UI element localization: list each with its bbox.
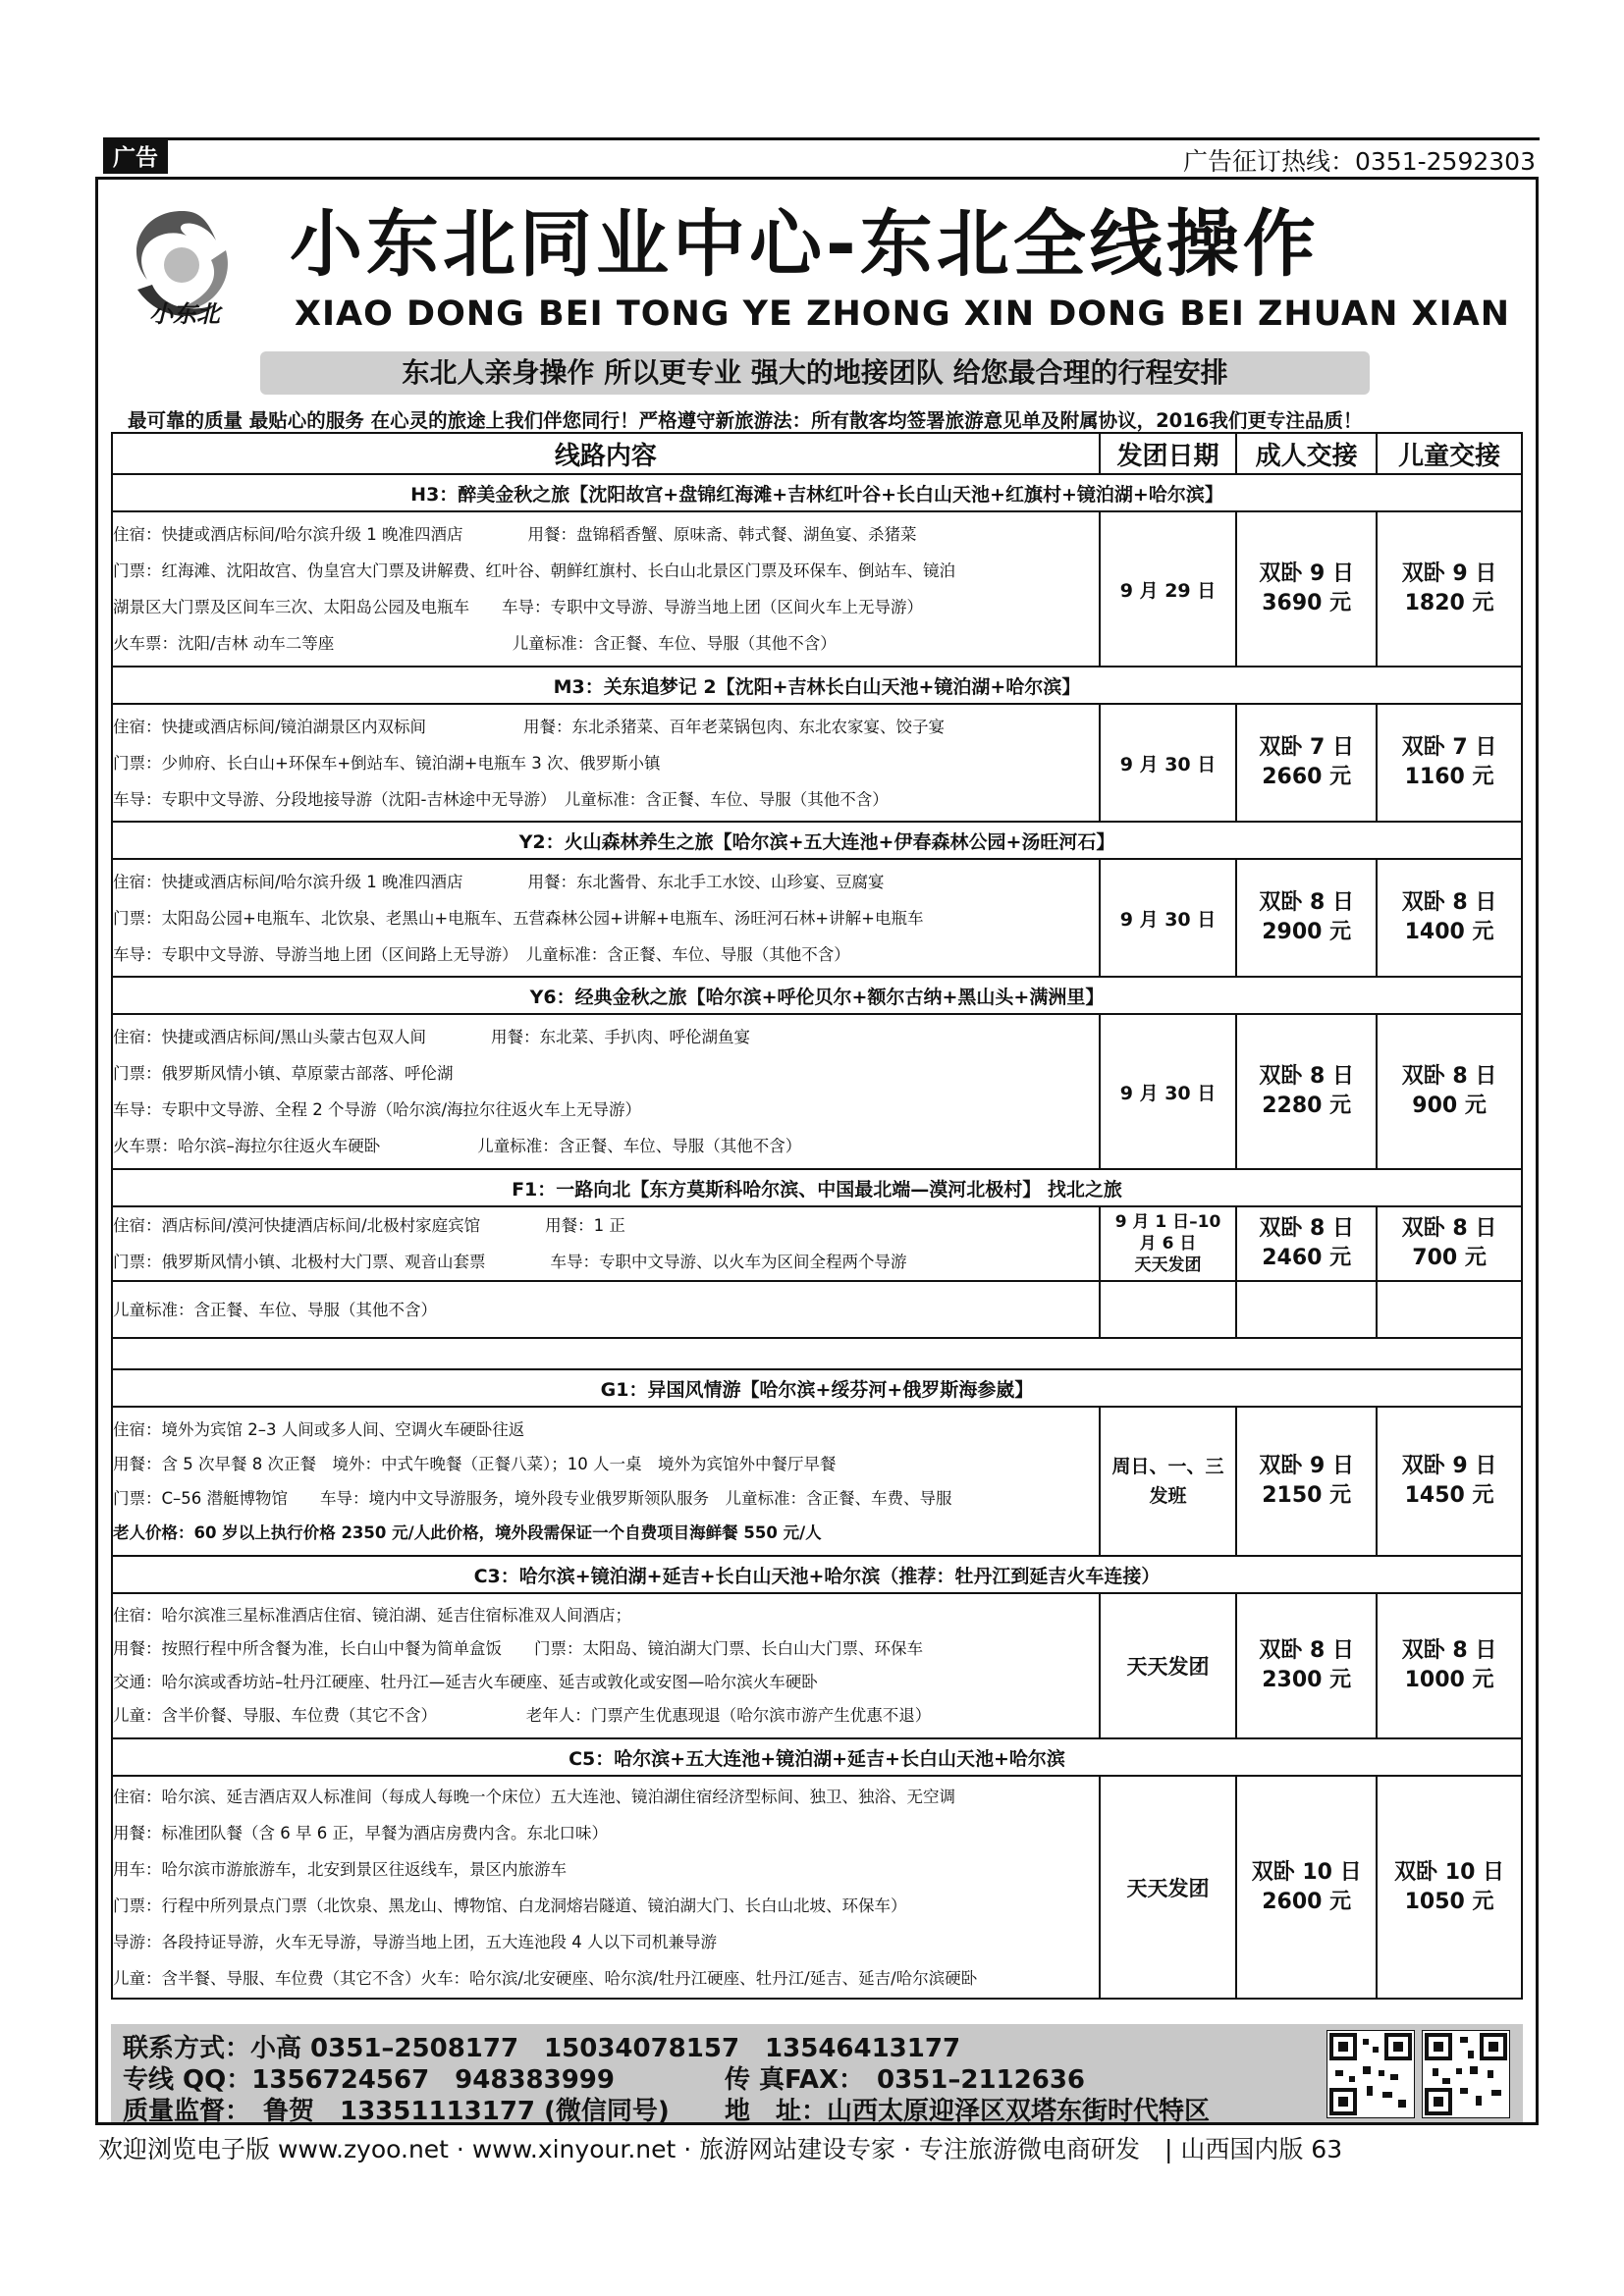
route-title-row — [112, 822, 1522, 859]
date-line: 发班 — [1149, 1485, 1187, 1507]
child-price — [1377, 1776, 1522, 1999]
empty-cell — [1236, 1281, 1377, 1338]
child-price — [1377, 1407, 1522, 1556]
route-detail — [112, 1593, 1100, 1738]
departure-date — [1100, 1407, 1236, 1556]
child-duration: 双卧 8 日 — [1401, 890, 1497, 915]
contact-footer — [111, 2024, 1523, 2126]
child-duration: 双卧 10 日 — [1394, 1859, 1505, 1885]
departure-date: 天天发团 — [1100, 1593, 1236, 1738]
col-route: 线路内容 — [112, 433, 1100, 474]
departure-date: 天天发团 — [1100, 1776, 1236, 1999]
detail-line: 导游：各段持证导游，火车无导游，导游当地上团，五大连池段 4 人以下司机兼导游 — [113, 1932, 717, 1951]
adult-duration: 双卧 9 日 — [1259, 1454, 1354, 1478]
route-extra — [112, 1281, 1100, 1338]
title-pinyin: XIAO DONG BEI TONG YE ZHONG XIN DONG BEI ZHUAN XIAN — [295, 294, 1510, 334]
child-duration: 双卧 9 日 — [1401, 561, 1497, 586]
detail-line: 车导：专职中文导游、导游当地上团（区间路上无导游） 儿童标准：含正餐、车位、导服（其他不含） — [113, 944, 850, 964]
detail-line: 门票：C–56 潜艇博物馆 车导：境内中文导游服务，境外段专业俄罗斯领队服务 儿童标准：含正餐、车费、导服 — [113, 1489, 952, 1508]
detail-line: 火车票：哈尔滨–海拉尔往返火车硬卧 儿童标准：含正餐、车位、导服（其他不含） — [113, 1137, 802, 1155]
date-line: 9 月 1 日–10 — [1114, 1212, 1221, 1232]
adult-duration: 双卧 8 日 — [1259, 1216, 1354, 1241]
detail-line: 住宿：境外为宾馆 2–3 人间或多人间、空调火车硬卧往返 — [113, 1420, 525, 1439]
route-detail — [112, 1014, 1100, 1169]
adult-price — [1236, 1407, 1377, 1556]
contact-line-3-right: 地 址：山西太原迎泽区双塔东街时代特区 — [725, 2097, 1211, 2126]
detail-line: 火车票：沈阳/吉林 动车二等座 儿童标准：含正餐、车位、导服（其他不含） — [113, 634, 837, 653]
adult-amount: 2150 元 — [1262, 1483, 1352, 1508]
contact-line-2-left: 专线 QQ：1356724567 948383999 — [123, 2065, 615, 2095]
detail-line: 住宿：快捷或酒店标间/哈尔滨升级 1 晚准四酒店 用餐：盘锦稻香蟹、原味斋、韩式餐、湖鱼宴、杀猪菜 — [113, 525, 917, 544]
detail-line: 湖景区大门票及区间车三次、太阳岛公园及电瓶车 车导：专职中文导游、导游当地上团（区间火车上无导游） — [113, 598, 923, 616]
child-amount: 1450 元 — [1404, 1483, 1494, 1508]
route-detail — [112, 704, 1100, 822]
route-title: G1：异国风情游【哈尔滨+绥芬河+俄罗斯海参崴】 — [112, 1369, 1522, 1407]
detail-line: 住宿：哈尔滨、延吉酒店双人标准间（每成人每晚一个床位）五大连池、镜泊湖住宿经济型标间、独卫、独浴、无空调 — [113, 1787, 955, 1806]
adult-duration: 双卧 8 日 — [1259, 1638, 1354, 1663]
route-detail-row — [112, 1407, 1522, 1556]
adult-amount: 3690 元 — [1262, 591, 1352, 615]
detail-line: 门票：行程中所列景点门票（北饮泉、黑龙山、博物馆、白龙洞熔岩隧道、镜泊湖大门、长白山北坡、环保车） — [113, 1896, 907, 1915]
detail-line: 门票：俄罗斯风情小镇、草原蒙古部落、呼伦湖 — [113, 1064, 454, 1083]
contact-line-1: 联系方式：小高 0351–2508177 15034078157 13546413177 — [123, 2034, 961, 2063]
route-detail-row — [112, 511, 1522, 667]
detail-line: 儿童标准：含正餐、车位、导服（其他不含） — [113, 1300, 437, 1319]
child-price — [1377, 511, 1522, 667]
route-title: H3：醉美金秋之旅【沈阳故宫+盘锦红海滩+吉林红叶谷+长白山天池+红旗村+镜泊湖+哈尔滨】 — [112, 474, 1522, 511]
detail-line: 用餐：含 5 次早餐 8 次正餐 境外：中式午晚餐（正餐八菜）；10 人一桌 境外为宾馆外中餐厅早餐 — [113, 1455, 837, 1473]
route-detail — [112, 859, 1100, 977]
table-header-row — [112, 433, 1522, 474]
route-title: Y2：火山森林养生之旅【哈尔滨+五大连池+伊春森林公园+汤旺河石】 — [112, 822, 1522, 859]
adult-amount: 2660 元 — [1262, 765, 1352, 789]
route-extra-row — [112, 1281, 1522, 1338]
child-price — [1377, 1593, 1522, 1738]
adult-duration: 双卧 7 日 — [1259, 735, 1354, 760]
adult-duration: 双卧 10 日 — [1251, 1859, 1362, 1885]
main-title: 小东北同业中心-东北全线操作 — [290, 202, 1320, 287]
route-title-row — [112, 1169, 1522, 1206]
child-duration: 双卧 8 日 — [1401, 1064, 1497, 1089]
detail-line: 用车：哈尔滨市游旅游车，北安到景区往返线车，景区内旅游车 — [113, 1859, 567, 1879]
route-title-row — [112, 1369, 1522, 1407]
child-price — [1377, 859, 1522, 977]
child-price — [1377, 1206, 1522, 1281]
departure-date: 9 月 30 日 — [1100, 859, 1236, 977]
adult-duration: 双卧 8 日 — [1259, 890, 1354, 915]
departure-date: 9 月 29 日 — [1100, 511, 1236, 667]
departure-date: 9 月 30 日 — [1100, 1014, 1236, 1169]
detail-line: 老人价格：60 岁以上执行价格 2350 元/人此价格，境外段需保证一个自费项目海鲜餐 550 元/人 — [113, 1523, 822, 1542]
detail-line: 住宿：快捷或酒店标间/镜泊湖景区内双标间 用餐：东北杀猪菜、百年老菜锅包肉、东北农家宴、饺子宴 — [113, 717, 946, 736]
route-detail — [112, 511, 1100, 667]
brand-logo — [108, 191, 255, 339]
detail-line: 住宿：快捷或酒店标间/哈尔滨升级 1 晚准四酒店 用餐：东北酱骨、东北手工水饺、山珍宴、豆腐宴 — [113, 872, 885, 891]
adult-price — [1236, 1776, 1377, 1999]
route-title: C5：哈尔滨+五大连池+镜泊湖+延吉+长白山天池+哈尔滨 — [112, 1738, 1522, 1776]
detail-line: 儿童：含半餐、导服、车位费（其它不含）火车：哈尔滨/北安硬座、哈尔滨/牡丹江硬座、牡丹江/延吉、延吉/哈尔滨硬卧 — [113, 1968, 978, 1988]
route-detail-row — [112, 1593, 1522, 1738]
child-amount: 1050 元 — [1404, 1889, 1494, 1914]
detail-line: 交通：哈尔滨或香坊站–牡丹江硬座、牡丹江—延吉火车硬座、延吉或敦化或安图—哈尔滨火车硬卧 — [113, 1673, 818, 1691]
route-detail-row — [112, 1776, 1522, 1999]
route-detail-row — [112, 859, 1522, 977]
ad-tag: 广告 — [103, 137, 168, 174]
contact-line-3-left: 质量监督： 鲁贺 13351113177 (微信同号) — [123, 2097, 670, 2126]
adult-price — [1236, 1014, 1377, 1169]
route-detail-row — [112, 1206, 1522, 1281]
route-title-row — [112, 1738, 1522, 1776]
adult-price — [1236, 859, 1377, 977]
spacer-cell — [112, 1338, 1522, 1369]
contact-line-2-right: 传 真FAX： 0351–2112636 — [725, 2065, 1085, 2095]
route-detail — [112, 1776, 1100, 1999]
col-date: 发团日期 — [1100, 433, 1236, 474]
detail-line: 住宿：酒店标间/漠河快捷酒店标间/北极村家庭宾馆 用餐：1 正 — [113, 1216, 625, 1235]
adult-amount: 2460 元 — [1262, 1246, 1352, 1270]
adult-amount: 2280 元 — [1262, 1094, 1352, 1118]
detail-line: 儿童：含半价餐、导服、车位费（其它不含） 老年人：门票产生优惠现退（哈尔滨市游产生优惠不退） — [113, 1706, 932, 1725]
adult-price — [1236, 511, 1377, 667]
adult-amount: 2600 元 — [1262, 1889, 1352, 1914]
date-line: 月 6 日 — [1139, 1234, 1197, 1254]
detail-line: 车导：专职中文导游、全程 2 个导游（哈尔滨/海拉尔往返火车上无导游） — [113, 1100, 642, 1119]
child-duration: 双卧 9 日 — [1401, 1454, 1497, 1478]
qr-code-icon — [1326, 2030, 1415, 2118]
logo-text: 小东北 — [149, 299, 220, 328]
detail-line: 住宿：快捷或酒店标间/黑山头蒙古包双人间 用餐：东北菜、手扒肉、呼伦湖鱼宴 — [113, 1028, 751, 1046]
adult-duration: 双卧 8 日 — [1259, 1064, 1354, 1089]
child-amount: 900 元 — [1412, 1094, 1487, 1118]
route-title-row — [112, 977, 1522, 1014]
adult-price — [1236, 704, 1377, 822]
detail-line: 用餐：按照行程中所含餐为准，长白山中餐为简单盒饭 门票：太阳岛、镜泊湖大门票、长白山大门票、环保车 — [113, 1639, 923, 1658]
spacer-row — [112, 1338, 1522, 1369]
child-duration: 双卧 8 日 — [1401, 1638, 1497, 1663]
detail-line: 用餐：标准团队餐（含 6 早 6 正，早餐为酒店房费内含。东北口味） — [113, 1823, 608, 1842]
detail-line: 门票：红海滩、沈阳故宫、伪皇宫大门票及讲解费、红叶谷、朝鲜红旗村、长白山北景区门票及环保车、倒站车、镜泊 — [113, 561, 955, 580]
detail-line: 门票：太阳岛公园+电瓶车、北饮泉、老黑山+电瓶车、五营森林公园+讲解+电瓶车、汤旺河石林+讲解+电瓶车 — [113, 908, 924, 928]
detail-line: 门票：少帅府、长白山+环保车+倒站车、镜泊湖+电瓶车 3 次、俄罗斯小镇 — [113, 753, 661, 773]
child-amount: 700 元 — [1412, 1246, 1487, 1270]
adult-duration: 双卧 9 日 — [1259, 561, 1354, 586]
adult-amount: 2300 元 — [1262, 1668, 1352, 1692]
child-price — [1377, 1014, 1522, 1169]
service-promise: 最可靠的质量 最贴心的服务 在心灵的旅途上我们伴您同行！严格遵守新旅游法：所有散客均签署旅游意见单及附属协议，2016我们更专注品质！ — [128, 409, 1363, 432]
col-adult: 成人交接 — [1236, 433, 1377, 474]
route-title: F1：一路向北【东方莫斯科哈尔滨、中国最北端—漠河北极村】 找北之旅 — [112, 1169, 1522, 1206]
slogan-banner: 东北人亲身操作 所以更专业 强大的地接团队 给您最合理的行程安排 — [260, 351, 1370, 395]
route-title: Y6：经典金秋之旅【哈尔滨+呼伦贝尔+额尔古纳+黑山头+满洲里】 — [112, 977, 1522, 1014]
route-title: C3：哈尔滨+镜泊湖+延吉+长白山天池+哈尔滨（推荐：牡丹江到延吉火车连接） — [112, 1556, 1522, 1593]
child-amount: 1000 元 — [1404, 1668, 1494, 1692]
empty-cell — [1377, 1281, 1522, 1338]
route-title: M3：关东追梦记 2【沈阳+吉林长白山天池+镜泊湖+哈尔滨】 — [112, 667, 1522, 704]
child-duration: 双卧 7 日 — [1401, 735, 1497, 760]
route-title-row — [112, 667, 1522, 704]
route-title-row — [112, 1556, 1522, 1593]
child-amount: 1820 元 — [1404, 591, 1494, 615]
adult-price — [1236, 1593, 1377, 1738]
child-amount: 1160 元 — [1404, 765, 1494, 789]
top-rule — [106, 137, 1540, 140]
bottom-bar: 欢迎浏览电子版 www.zyoo.net · www.xinyour.net · 旅游网站建设专家 · 专注旅游微电商研发 | 山西国内版 63 — [98, 2135, 1343, 2163]
detail-line: 住宿：哈尔滨准三星标准酒店住宿、镜泊湖、延吉住宿标准双人间酒店； — [113, 1606, 631, 1625]
route-detail — [112, 1206, 1100, 1281]
child-duration: 双卧 8 日 — [1401, 1216, 1497, 1241]
date-line: 天天发团 — [1134, 1255, 1202, 1275]
date-line: 周日、一、三 — [1111, 1456, 1224, 1477]
col-child: 儿童交接 — [1377, 433, 1522, 474]
route-table — [111, 432, 1523, 2000]
adult-amount: 2900 元 — [1262, 920, 1352, 944]
route-title-row — [112, 474, 1522, 511]
ad-hotline: 广告征订热线：0351-2592303 — [1183, 147, 1536, 176]
child-amount: 1400 元 — [1404, 920, 1494, 944]
route-detail — [112, 1407, 1100, 1556]
detail-line: 门票：俄罗斯风情小镇、北极村大门票、观音山套票 车导：专职中文导游、以火车为区间全程两个导游 — [113, 1253, 907, 1271]
departure-date: 9 月 30 日 — [1100, 704, 1236, 822]
empty-cell — [1100, 1281, 1236, 1338]
adult-price — [1236, 1206, 1377, 1281]
detail-line: 车导：专职中文导游、分段地接导游（沈阳-吉林途中无导游） 儿童标准：含正餐、车位、导服（其他不含） — [113, 789, 889, 809]
departure-date — [1100, 1206, 1236, 1281]
child-price — [1377, 704, 1522, 822]
qr-code-icon — [1422, 2030, 1510, 2118]
route-detail-row — [112, 704, 1522, 822]
route-detail-row — [112, 1014, 1522, 1169]
